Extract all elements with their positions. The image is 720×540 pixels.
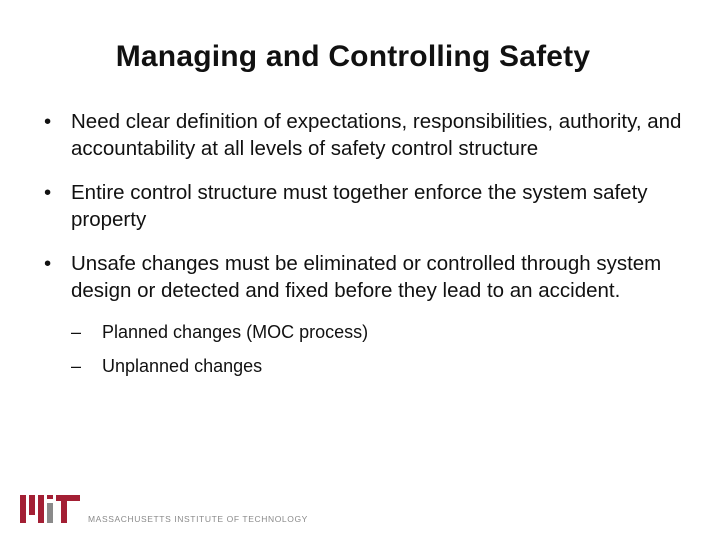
bullet-list [44, 108, 694, 395]
bullet-text: Unsafe changes must be eliminated or controlled through system design or detected and fixed before they lead to an accident. [71, 252, 662, 302]
bullet-dot: • [44, 181, 52, 204]
bullet-text: Entire control structure must together enforce the system safety property [71, 181, 648, 231]
bullet-dot: • [44, 110, 52, 133]
bullet-item [44, 250, 694, 378]
logo-bar-4 [47, 495, 53, 499]
sub-bullet-text: Planned changes (MOC process) [102, 322, 369, 342]
bullet-item [44, 179, 694, 233]
sub-bullet-list [71, 320, 694, 378]
mit-logo-icon [20, 495, 82, 523]
logo-bar-3 [38, 495, 44, 523]
logo-bar-1 [20, 495, 26, 523]
bullet-item [44, 108, 694, 162]
logo-bar-7 [61, 501, 67, 523]
sub-bullet-item [71, 354, 694, 378]
sub-bullet-dash: – [71, 356, 82, 376]
sub-bullet-dash: – [71, 322, 82, 342]
sub-bullet-item [71, 320, 694, 344]
institute-name: MASSACHUSETTS INSTITUTE OF TECHNOLOGY [88, 514, 308, 524]
bullet-text: Need clear definition of expectations, responsibilities, authority, and accountability at all levels of safety control structure [71, 110, 682, 160]
slide-title: Managing and Controlling Safety [115, 40, 591, 73]
logo-bar-6 [56, 495, 80, 501]
logo-bar-5 [47, 503, 53, 523]
bullet-dot: • [44, 252, 52, 275]
sub-bullet-text: Unplanned changes [102, 356, 263, 376]
logo-bar-2 [29, 495, 35, 515]
